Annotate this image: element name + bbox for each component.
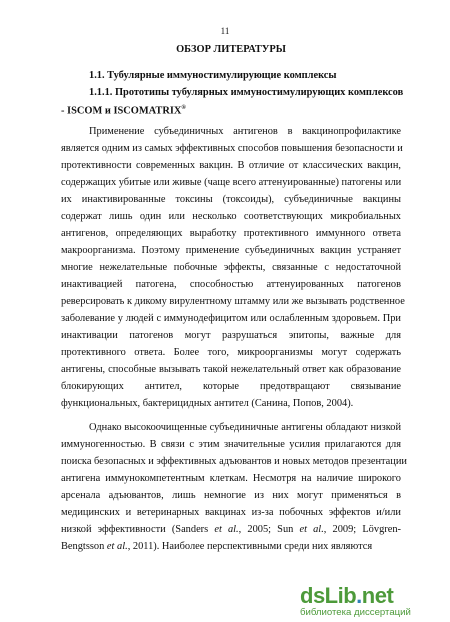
- paragraph-2-line: низкой эффективности (Sanders et al., 2005; Sun et al., 2009; Lövgren-: [61, 524, 401, 535]
- paragraph-1-line: антигены, способные вызывать такой нежелательный ответ как образование: [61, 364, 401, 375]
- logo-main: dsLib: [300, 583, 357, 608]
- paragraph-1-line-last: функциональных, бактерицидных антител (Санина, Попов, 2004).: [61, 398, 354, 409]
- section-heading-1-1: 1.1. Тубулярные иммуностимулирующие комплексы: [89, 70, 337, 81]
- paragraph-2-line: поиска безопасных и эффективных адъювантов и новых методов презентации: [61, 456, 407, 467]
- chapter-heading: ОБЗОР ЛИТЕРАТУРЫ: [176, 44, 286, 55]
- page-number: 11: [220, 26, 230, 36]
- paragraph-1-line: Применение субъединичных антигенов в вакцинопрофилактике: [89, 126, 401, 137]
- paragraph-1-line: макроорганизма. Поэтому применение субъединичных вакцин устраняет: [61, 245, 401, 256]
- paragraph-1-line: содержат лишь один или несколько соответствующих микробиальных: [61, 211, 401, 222]
- paragraph-1-line: инактивацией патогена, способностью аттенуированных патогенов: [61, 279, 401, 290]
- paragraph-2-line: антигена иммунокомпетентным клеткам. Несмотря на наличие широкого: [61, 473, 401, 484]
- watermark-subtitle: библиотека диссертаций: [300, 607, 411, 618]
- paragraph-2-line: медицинских и ветеринарных вакцинах из-за побочных эффектов и/или: [61, 507, 401, 518]
- paragraph-1-line: является одним из самых эффективных способов повышения безопасности и: [61, 143, 403, 154]
- paragraph-2-line: иммуногенностью. В связи с этим значительные усилия прилагаются для: [61, 439, 401, 450]
- paragraph-1-line: блокирующих антител, которые предотвращают связывание: [61, 381, 401, 392]
- dslib-logo: [300, 585, 448, 607]
- paragraph-1-line: протективного ответа. Более того, микроорганизмы могут содержать: [61, 347, 401, 358]
- paragraph-2-line-partial: Bengtsson et al., 2011). Наиболее перспективными среди них являются: [61, 541, 373, 552]
- logo-tld: net: [361, 583, 394, 608]
- section-heading-1-1-1-text: - ISCOM и ISCOMATRIX: [61, 105, 182, 117]
- paragraph-1-line: их инактивированные токсины (токсоиды), субъединичные вакцины: [61, 194, 401, 205]
- paragraph-1-line: инактивации патогенов могут разрушаться эпитопы, важные для: [61, 330, 401, 341]
- paragraph-1-line: содержащих убитые или живые (чаще всего аттенуированные) патогены или: [61, 177, 402, 188]
- paragraph-1-line: реверсировать к дикому вирулентному штамму или же вызывать родственное: [61, 296, 405, 307]
- dslib-watermark: [300, 585, 448, 619]
- paragraph-1-line: антигенов, определяющих выработку протективного иммунного ответа: [61, 228, 401, 239]
- paragraph-1-line: многие нежелательные побочные эффекты, связанные с недостаточной: [61, 262, 401, 273]
- paragraph-2-line: Однако высокоочищенные субъединичные антигены обладают низкой: [89, 422, 401, 433]
- logo-dot: .: [356, 583, 362, 608]
- paragraph-1-line: протективности современных вакцин. В отличие от классических вакцин,: [61, 160, 401, 171]
- section-heading-1-1-1-line1: 1.1.1. Прототипы тубулярных иммуностимулирующих комплексов: [89, 87, 404, 98]
- registered-mark: ®: [181, 105, 186, 111]
- paragraph-2-line: арсенала адъювантов, лишь немногие из них могут применяться в: [61, 490, 401, 501]
- paragraph-1-line: заболевание у людей с иммунодефицитом или ослабленным здоровьем. При: [61, 313, 401, 324]
- section-heading-1-1-1-line2: [61, 102, 401, 117]
